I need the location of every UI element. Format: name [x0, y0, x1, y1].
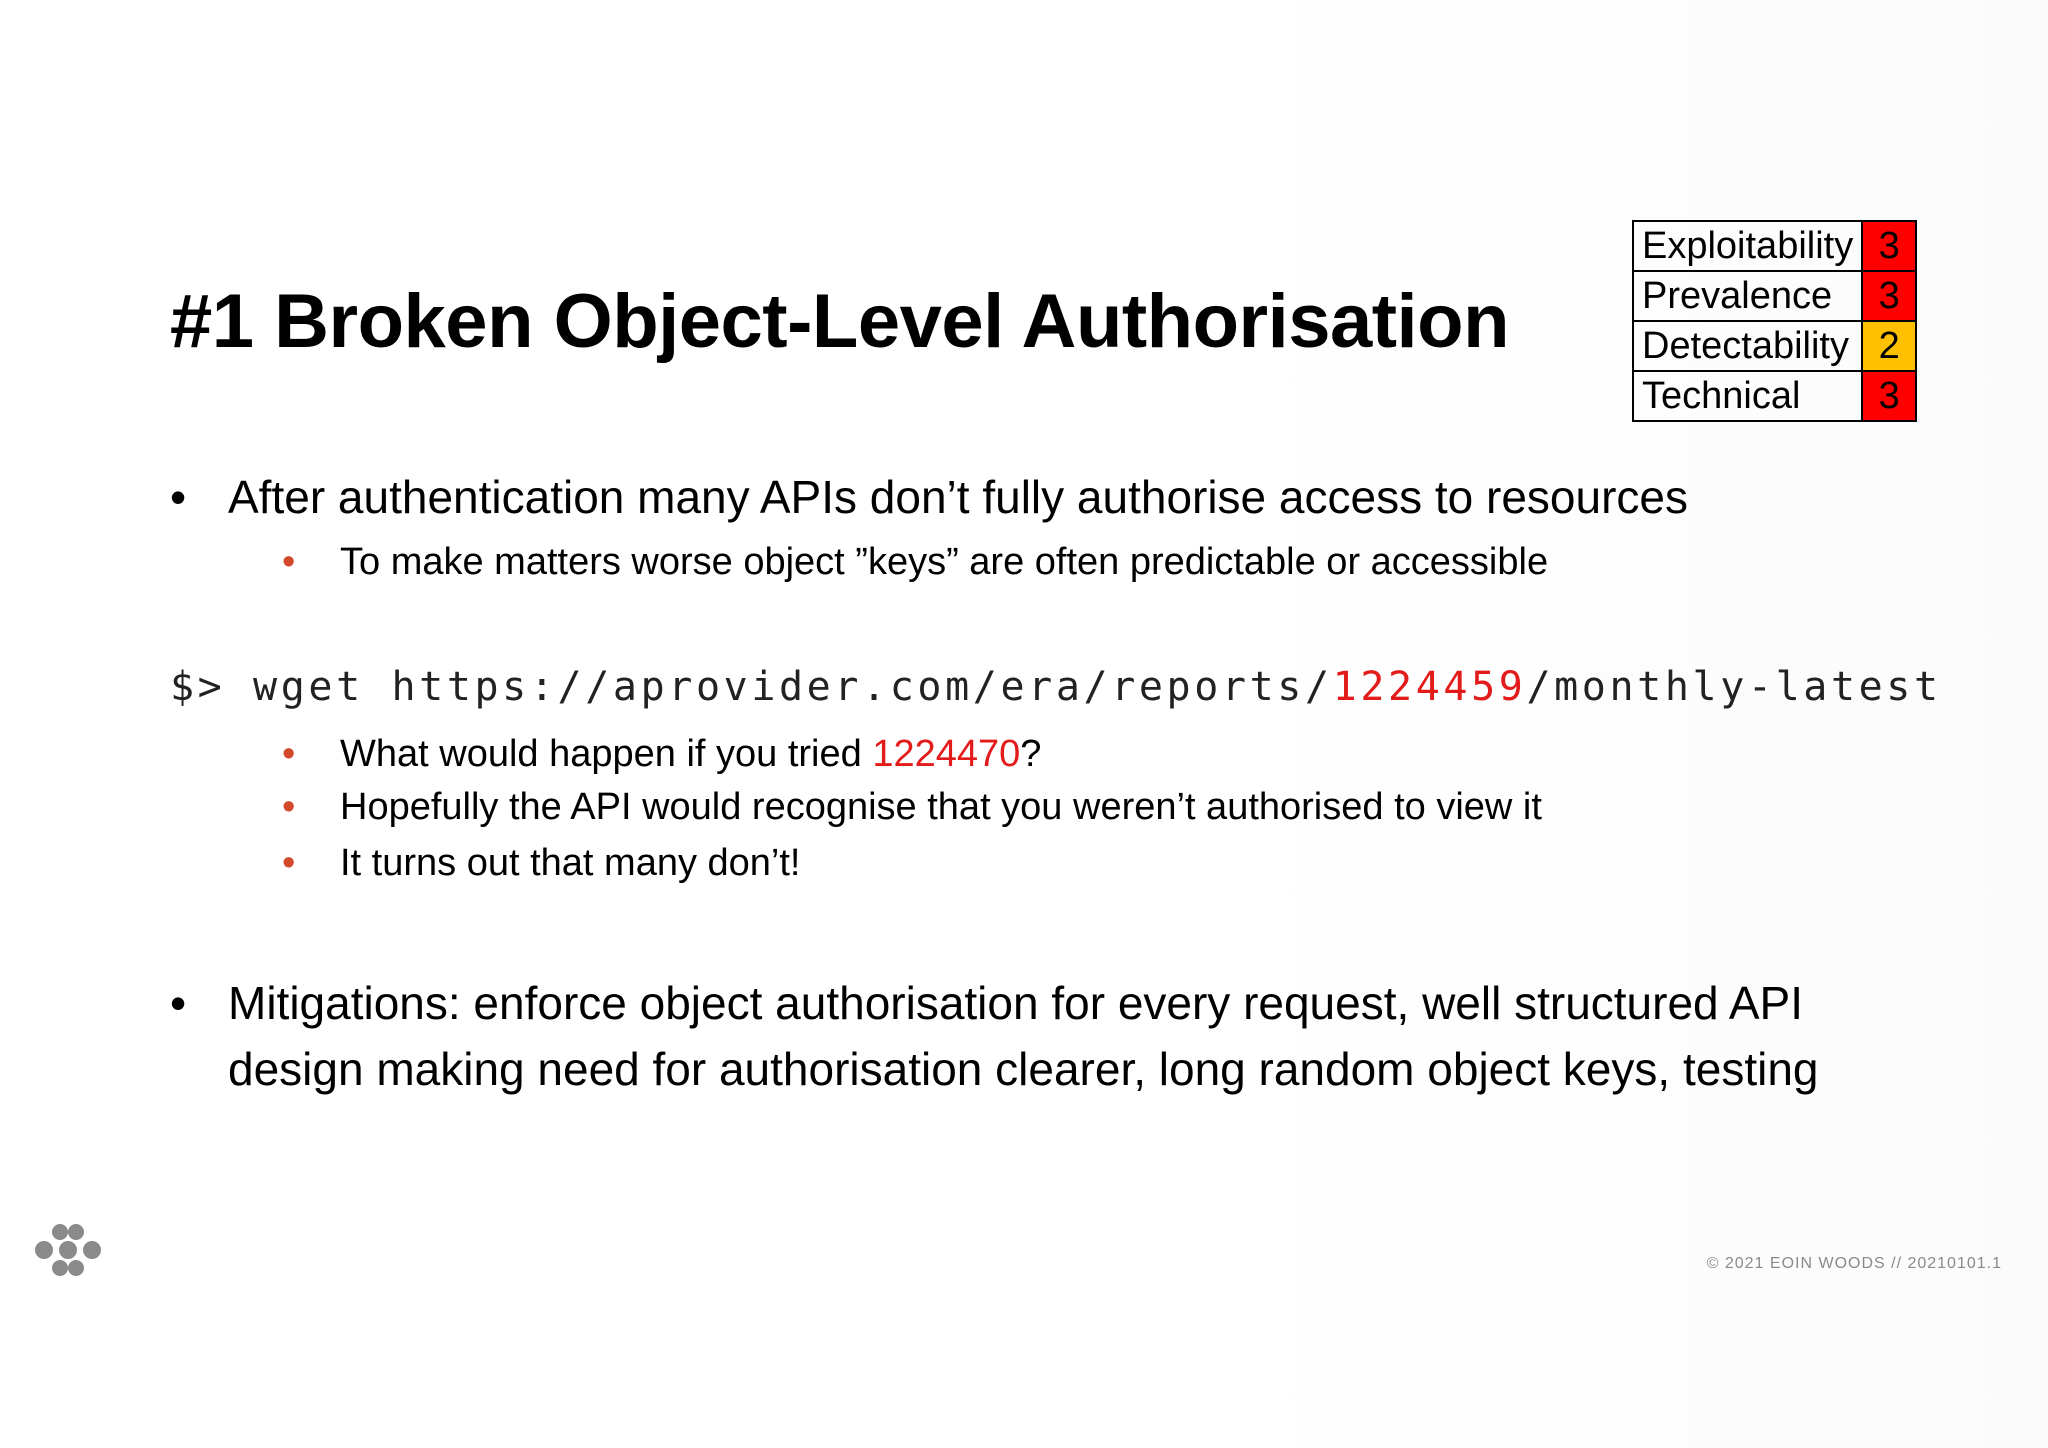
risk-row-prevalence — [1633, 271, 1916, 321]
sub-bullet-marker: • — [282, 842, 296, 884]
wget-command — [170, 664, 1942, 710]
command-object-id: 1224459 — [1332, 664, 1527, 710]
risk-row-detectability — [1633, 321, 1916, 371]
risk-label: Exploitability — [1633, 221, 1862, 271]
sub-bullet-marker: • — [282, 733, 296, 775]
sub-bullet-what-if — [282, 729, 1041, 779]
bullet-authentication — [170, 464, 1888, 530]
risk-score: 3 — [1862, 271, 1916, 321]
slide-title: #1 Broken Object-Level Authorisation — [170, 279, 1510, 364]
sub-bullet-many-dont — [282, 838, 800, 888]
bullet-marker: • — [170, 977, 187, 1029]
bullet-text: Mitigations: enforce object authorisation for every request, well structured API design making need for authorisation clearer, long random object keys, testing — [228, 977, 1819, 1095]
sub-bullet-text-prefix: What would happen if you tried — [340, 733, 873, 775]
bullet-text: After authentication many APIs don’t fully authorise access to resources — [228, 471, 1688, 523]
sub-bullet-text: Hopefully the API would recognise that you weren’t authorised to view it — [340, 786, 1542, 828]
sub-bullet-marker: • — [282, 786, 296, 828]
bullet-mitigations — [170, 970, 1888, 1102]
sub-bullet-keys — [282, 537, 1548, 587]
risk-label: Technical — [1633, 371, 1862, 421]
risk-label: Prevalence — [1633, 271, 1862, 321]
risk-rating-table — [1632, 220, 1917, 422]
risk-score: 3 — [1862, 371, 1916, 421]
risk-score: 2 — [1862, 321, 1916, 371]
risk-row-exploitability — [1633, 221, 1916, 271]
command-suffix: /monthly-latest — [1526, 664, 1942, 710]
bullet-marker: • — [170, 471, 187, 523]
copyright-footer: © 2021 EOIN WOODS // 20210101.1 — [1706, 1255, 2002, 1272]
risk-row-technical — [1633, 371, 1916, 421]
risk-label: Detectability — [1633, 321, 1862, 371]
sub-bullet-hopefully — [282, 782, 1542, 832]
alternate-object-id: 1224470 — [872, 733, 1021, 775]
sub-bullet-marker: • — [282, 541, 296, 583]
sub-bullet-text: It turns out that many don’t! — [340, 842, 801, 884]
command-prefix: $> wget https://aprovider.com/era/reports/ — [170, 664, 1333, 710]
risk-score: 3 — [1862, 221, 1916, 271]
flower-logo-icon — [32, 1222, 104, 1278]
sub-bullet-text — [340, 729, 1041, 779]
sub-bullet-text: To make matters worse object ”keys” are often predictable or accessible — [340, 541, 1549, 583]
sub-bullet-text-suffix: ? — [1020, 733, 1042, 775]
